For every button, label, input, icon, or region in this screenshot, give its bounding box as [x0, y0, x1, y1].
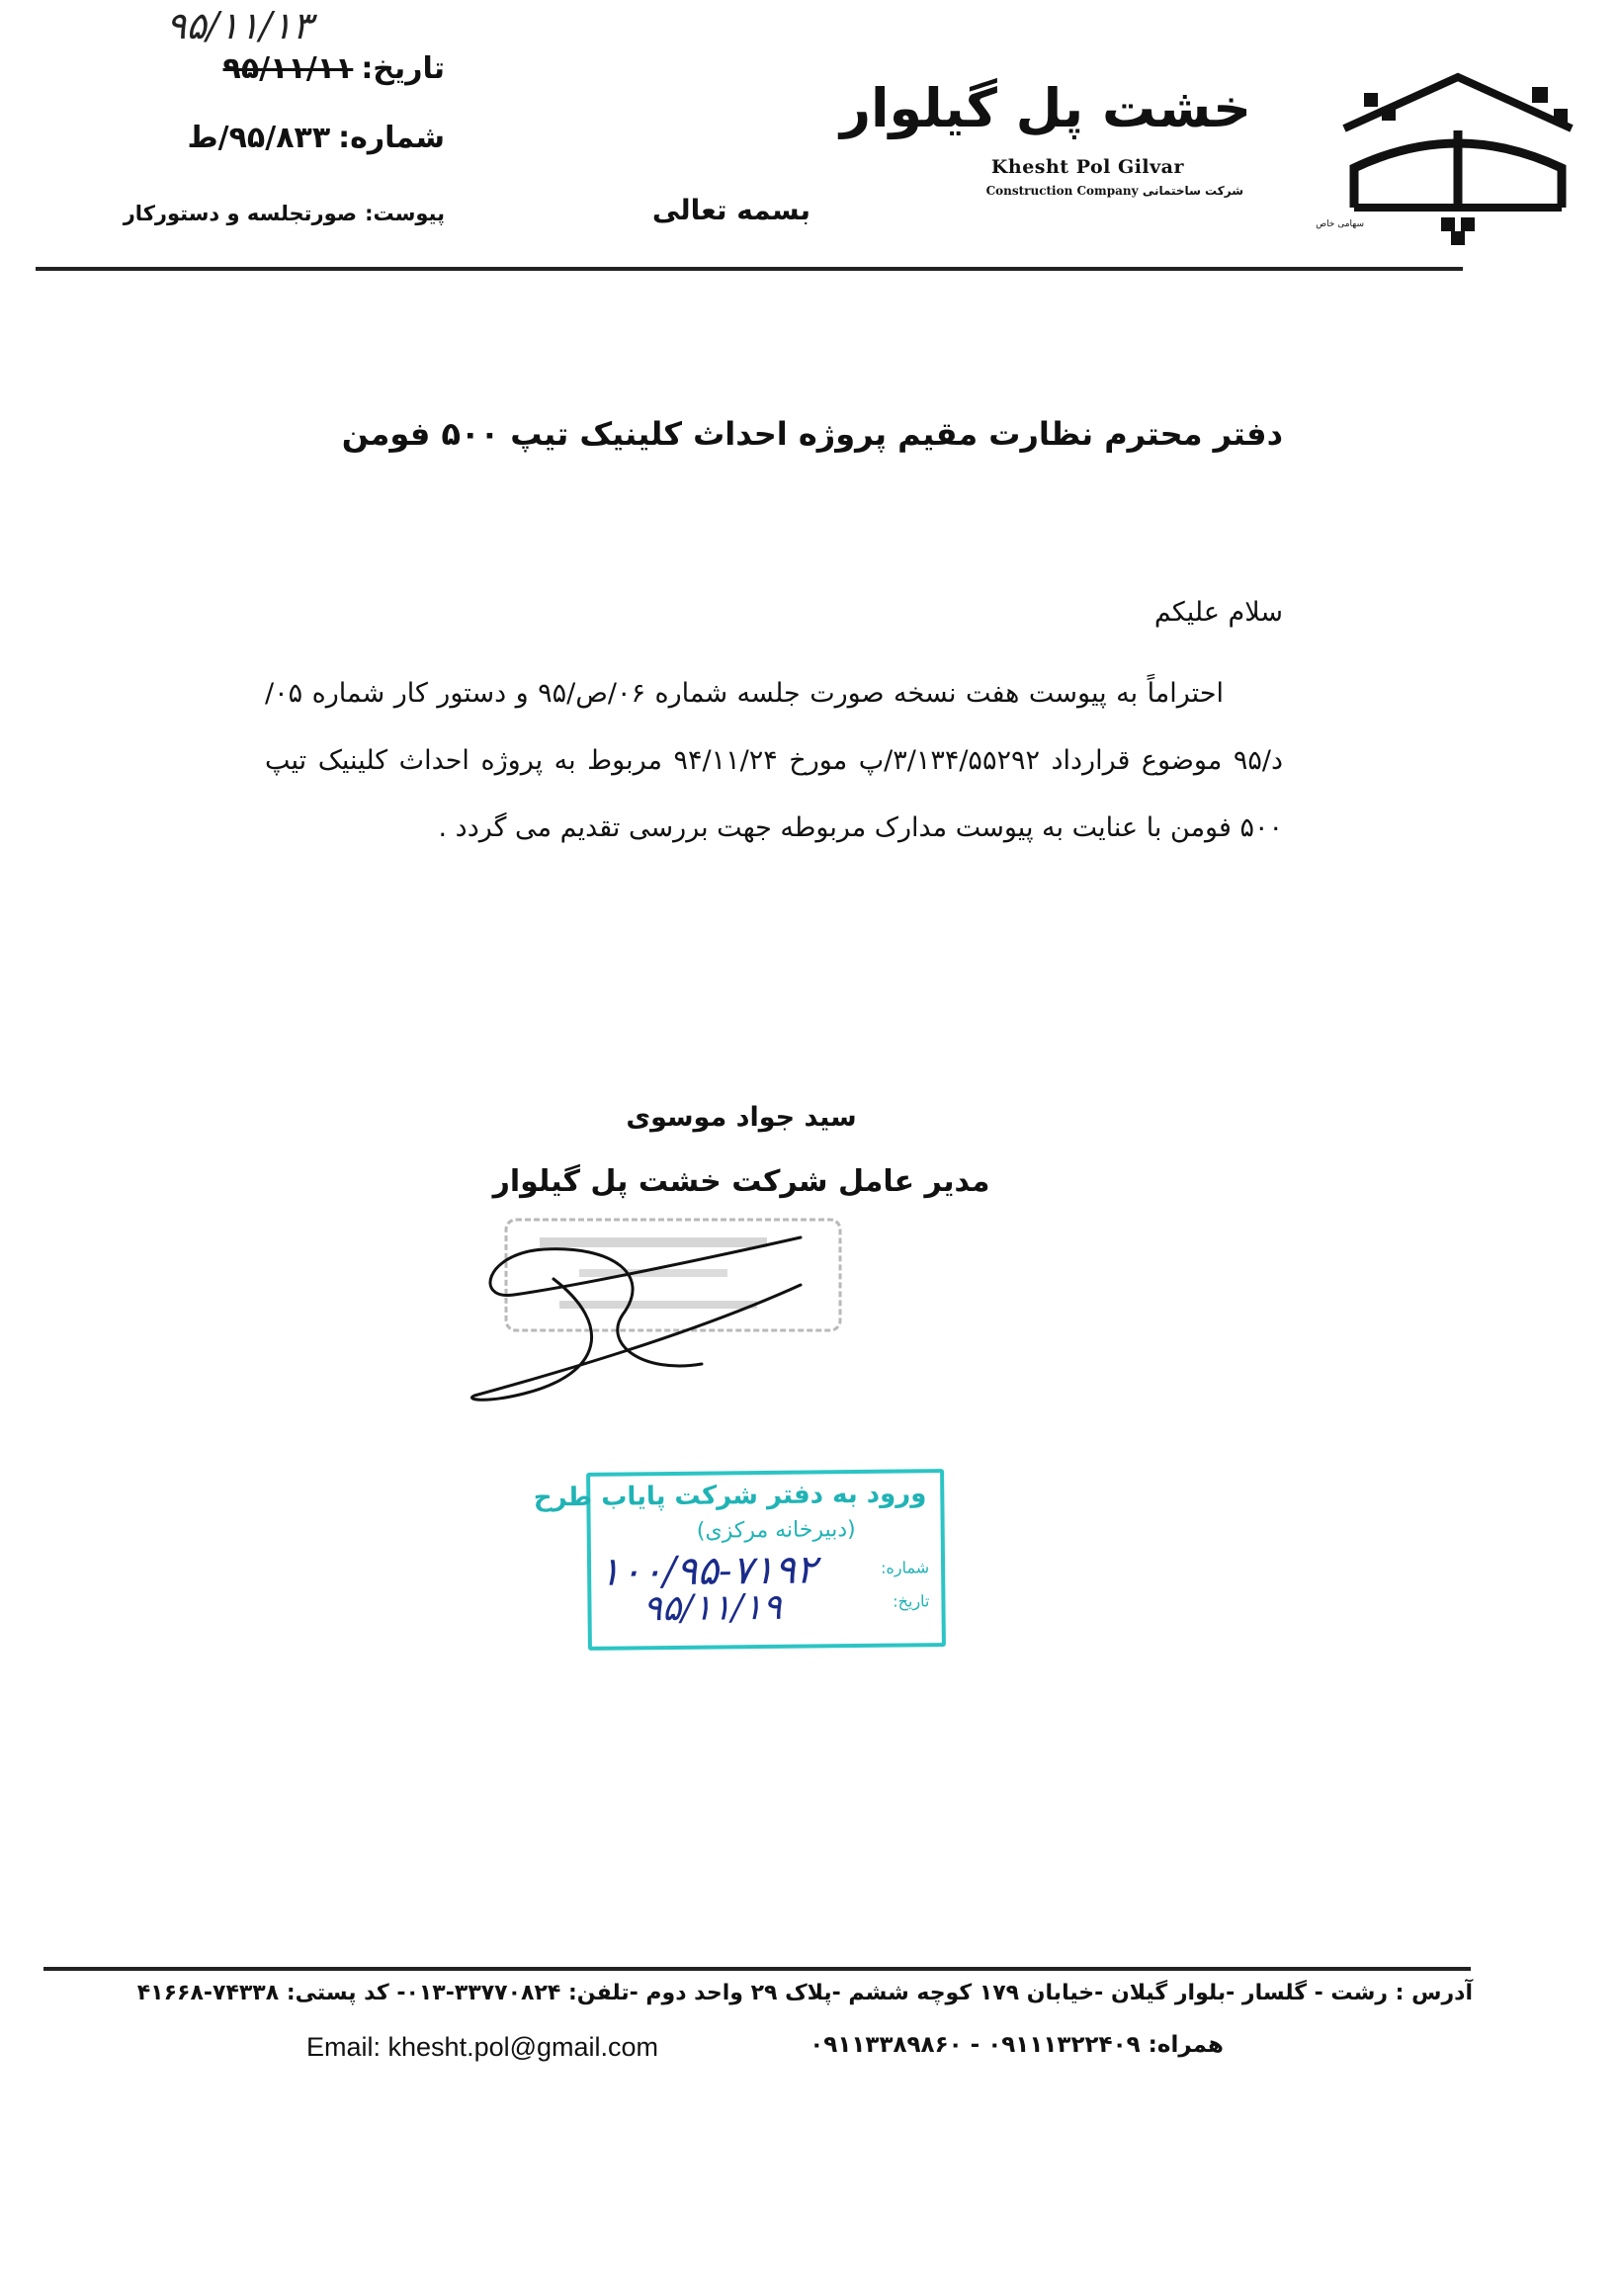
company-name-fa: خشت پل گیلوار	[839, 77, 1251, 139]
attachment-label: پیوست:	[365, 202, 445, 225]
signer-title: مدیر عامل شرکت خشت پل گیلوار	[492, 1164, 990, 1199]
signature	[465, 1226, 860, 1413]
company-type-en: Construction Company	[985, 184, 1139, 198]
letter-date	[128, 51, 445, 86]
bismillah: بسمه تعالی	[651, 194, 810, 226]
footer-address: آدرس : رشت - گلسار -بلوار گیلان -خیابان ۱۷۹ کوچه ششم -پلاک ۲۹ واحد دوم -تلفن: ۳۳۷۷۰۸۲۴-۰۱۳- کد پستی: ۷۴۳۳۸-۴۱۶۶۸	[136, 1981, 1473, 2005]
receipt-stamp-title: ورود به دفتر شرکت پایاب طرح	[533, 1479, 927, 1513]
addressee: دفتر محترم نظارت مقیم پروژه احداث کلینیک تیپ ۵۰۰ فومن	[341, 415, 1283, 453]
receipt-stamp	[533, 1469, 946, 1651]
header-divider	[36, 267, 1463, 271]
seal-label: سهامی خاص	[1316, 219, 1364, 229]
company-type-fa: شرکت ساختمانی	[1142, 184, 1243, 198]
letter-body: احتراماً به پیوست هفت نسخه صورت جلسه شماره ۰۶/ص/۹۵ و دستور کار شماره ۰۵/د/۹۵ موضوع قرارداد ۳/۱۳۴/۵۵۲۹۲/پ مورخ ۹۴/۱۱/۲۴ مربوط به پروژه احداث کلینیک تیپ ۵۰۰ فومن با عنایت به پیوست مدارک مربوطه جهت بررسی تقدیم می گردد .	[265, 678, 1284, 843]
company-name-en: Khesht Pol Gilvar	[990, 156, 1184, 178]
company-type	[986, 184, 1243, 198]
date-value: ۹۵/۱۱/۱۱	[222, 51, 354, 86]
handwritten-date: ۹۵/۱۱/۱۳	[166, 4, 313, 47]
receipt-date-label: تاریخ:	[893, 1591, 930, 1611]
number-value: ۹۵/۸۳۳/ط	[187, 121, 331, 155]
number-label: شماره:	[338, 121, 445, 155]
receipt-stamp-subtitle: (دبیرخانه مرکزی)	[696, 1517, 856, 1544]
receipt-date: ۹۵/۱۱/۱۹	[642, 1586, 783, 1630]
greeting: سلام علیکم	[1153, 597, 1283, 628]
footer-email: Email: khesht.pol@gmail.com	[306, 2032, 659, 2062]
letter-number	[128, 121, 445, 155]
company-logo-icon	[1324, 59, 1591, 247]
footer-divider	[43, 1967, 1471, 1971]
receipt-number: ۱۰۰/۹۵-۷۱۹۲	[598, 1547, 817, 1595]
date-label: تاریخ:	[361, 51, 445, 86]
attachment-value: صورتجلسه و دستورکار	[123, 202, 358, 225]
footer-mobile: همراه: ۰۹۱۱۱۳۲۲۴۰۹ - ۰۹۱۱۳۳۸۹۸۶۰	[810, 2032, 1224, 2058]
receipt-number-label: شماره:	[880, 1558, 930, 1577]
letter-attachment	[123, 202, 445, 225]
signer-name: سید جواد موسوی	[626, 1102, 857, 1133]
